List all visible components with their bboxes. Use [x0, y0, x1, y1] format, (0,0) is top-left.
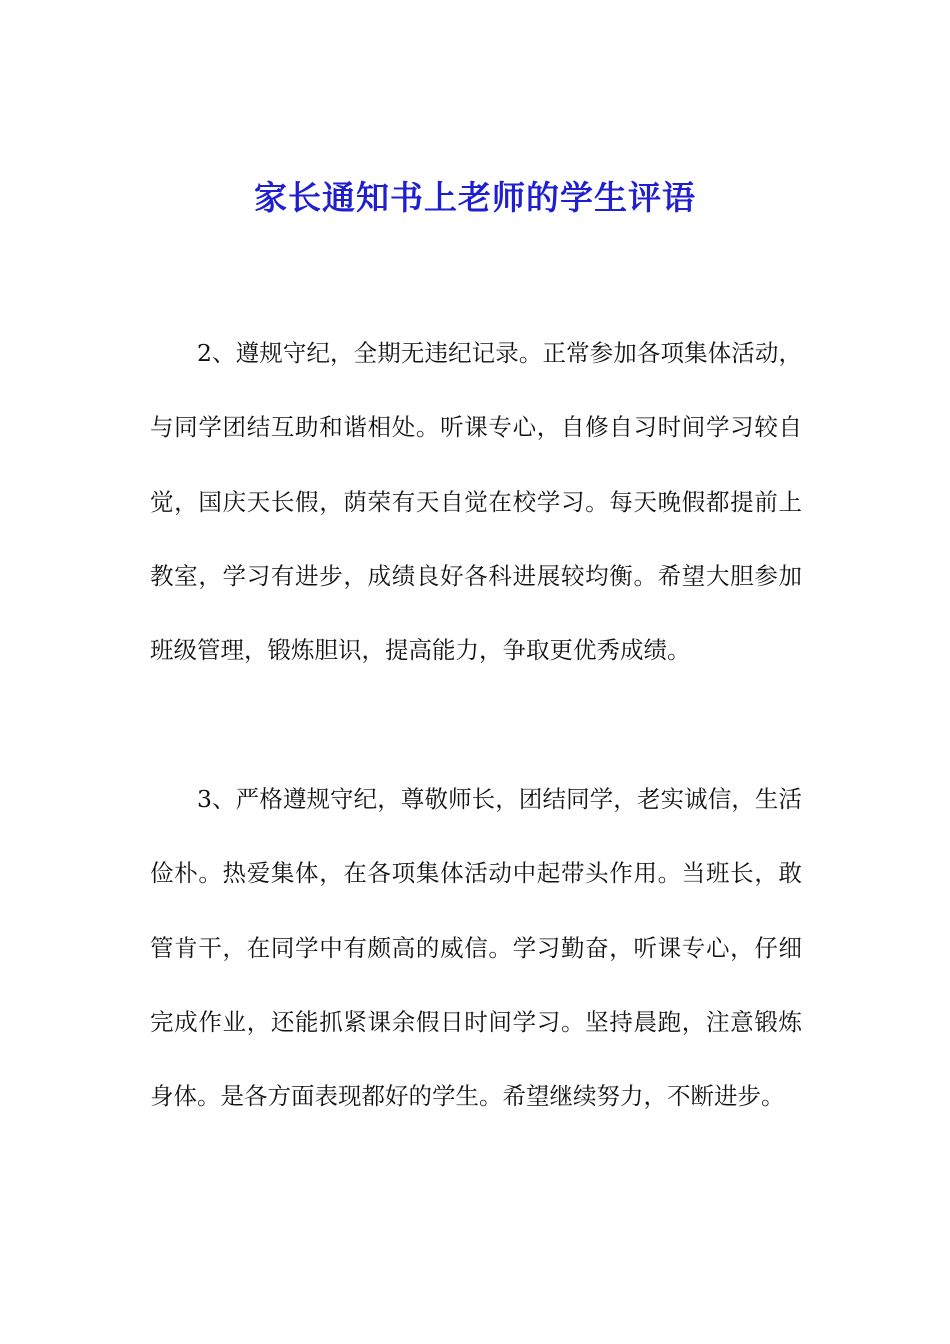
paragraph-comment-3: 3、严格遵规守纪，尊敬师长，团结同学，老实诚信，生活俭朴。热爱集体，在各项集体活动中起带头作用。当班长，敢管肯干，在同学中有颇高的威信。学习勤奋，听课专心，仔细完成作业，还能抓紧课余假日时间学习。坚持晨跑，注意锻炼身体。是各方面表现都好的学生。希望继续努力，不断进步。 [150, 785, 802, 1111]
paragraph-comment-2: 2、遵规守纪，全期无违纪记录。正常参加各项集体活动，与同学团结互助和谐相处。听课专心，自修自习时间学习较自觉，国庆天长假，荫荣有天自觉在校学习。每天晚假都提前上教室，学习有进步，成绩良好各科进展较均衡。希望大胆参加班级管理，锻炼胆识，提高能力，争取更优秀成绩。 [150, 339, 802, 665]
document-title: 家长通知书上老师的学生评语 [254, 178, 696, 217]
